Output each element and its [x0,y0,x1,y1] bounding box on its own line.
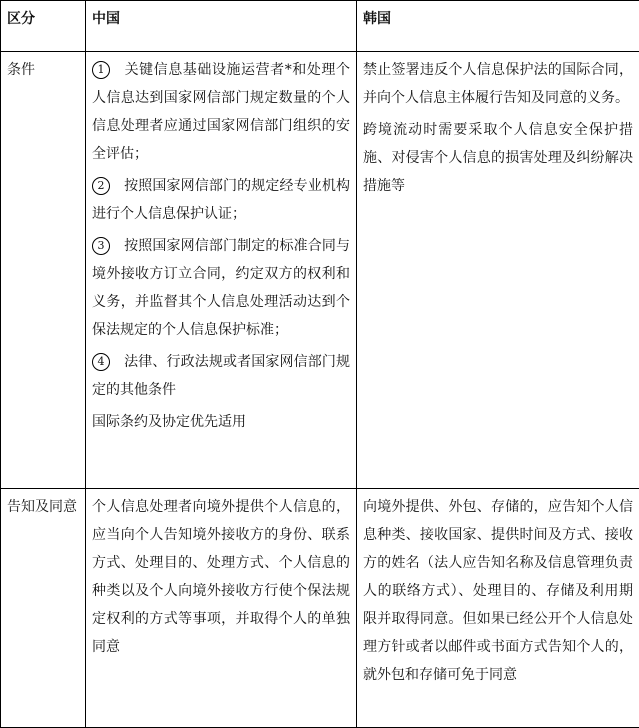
header-korea: 韩国 [357,1,639,52]
china-condition-4 [92,348,350,404]
condition-text: 法律、行政法规或者国家网信部门规定的其他条件 [92,354,350,398]
china-notice-cell [86,489,357,728]
circled-number: 2 [92,177,110,195]
korea-notice-text: 向境外提供、外包、存储的，应告知个人信息种类、接收国家、提供时间及方式、接收方的姓名（法人应告知名称及信息管理负责人的联络方式）、处理目的、存储及利用期限并取得同意。但如果已经公开个人信息处理方针或者以邮件或书面方式告知个人的，就外包和存储可免于同意 [363,493,633,689]
china-condition-3 [92,232,350,344]
condition-text: 关键信息基础设施运营者*和处理个人信息达到国家网信部门规定数量的个人信息处理者应通过国家网信部门组织的安全评估； [92,62,350,162]
circled-number: 1 [92,61,110,79]
korea-conditions-cell [357,52,639,489]
table-row-notice-consent [1,489,639,728]
header-row [1,1,639,52]
condition-text: 国际条约及协定优先适用 [92,414,246,430]
circled-number: 4 [92,353,110,371]
condition-text: 按照国家网信部门制定的标准合同与境外接收方订立合同，约定双方的权利和义务，并监督其个人信息处理活动达到个保法规定的个人信息保护标准； [92,238,350,338]
korea-condition-2: 跨境流动时需要采取个人信息安全保护措施、对侵害个人信息的损害处理及纠纷解决措施等 [363,116,633,200]
korea-condition-1: 禁止签署违反个人信息保护法的国际合同，并向个人信息主体履行告知及同意的义务。 [363,56,633,112]
china-condition-2 [92,172,350,228]
circled-number: 3 [92,237,110,255]
header-category: 区分 [1,1,86,52]
header-china: 中国 [86,1,357,52]
row-label-notice-consent: 告知及同意 [1,489,86,728]
china-conditions-cell [86,52,357,489]
china-condition-1 [92,56,350,168]
row-label-conditions: 条件 [1,52,86,489]
condition-text: 按照国家网信部门的规定经专业机构进行个人信息保护认证； [92,178,350,222]
korea-notice-cell [357,489,639,728]
china-notice-text: 个人信息处理者向境外提供个人信息的，应当向个人告知境外接收方的身份、联系方式、处理目的、处理方式、个人信息的种类以及个人向境外接收方行使个保法规定权利的方式等事项，并取得个人的单独同意 [92,493,350,661]
table-row-conditions [1,52,639,489]
china-condition-note [92,408,350,436]
